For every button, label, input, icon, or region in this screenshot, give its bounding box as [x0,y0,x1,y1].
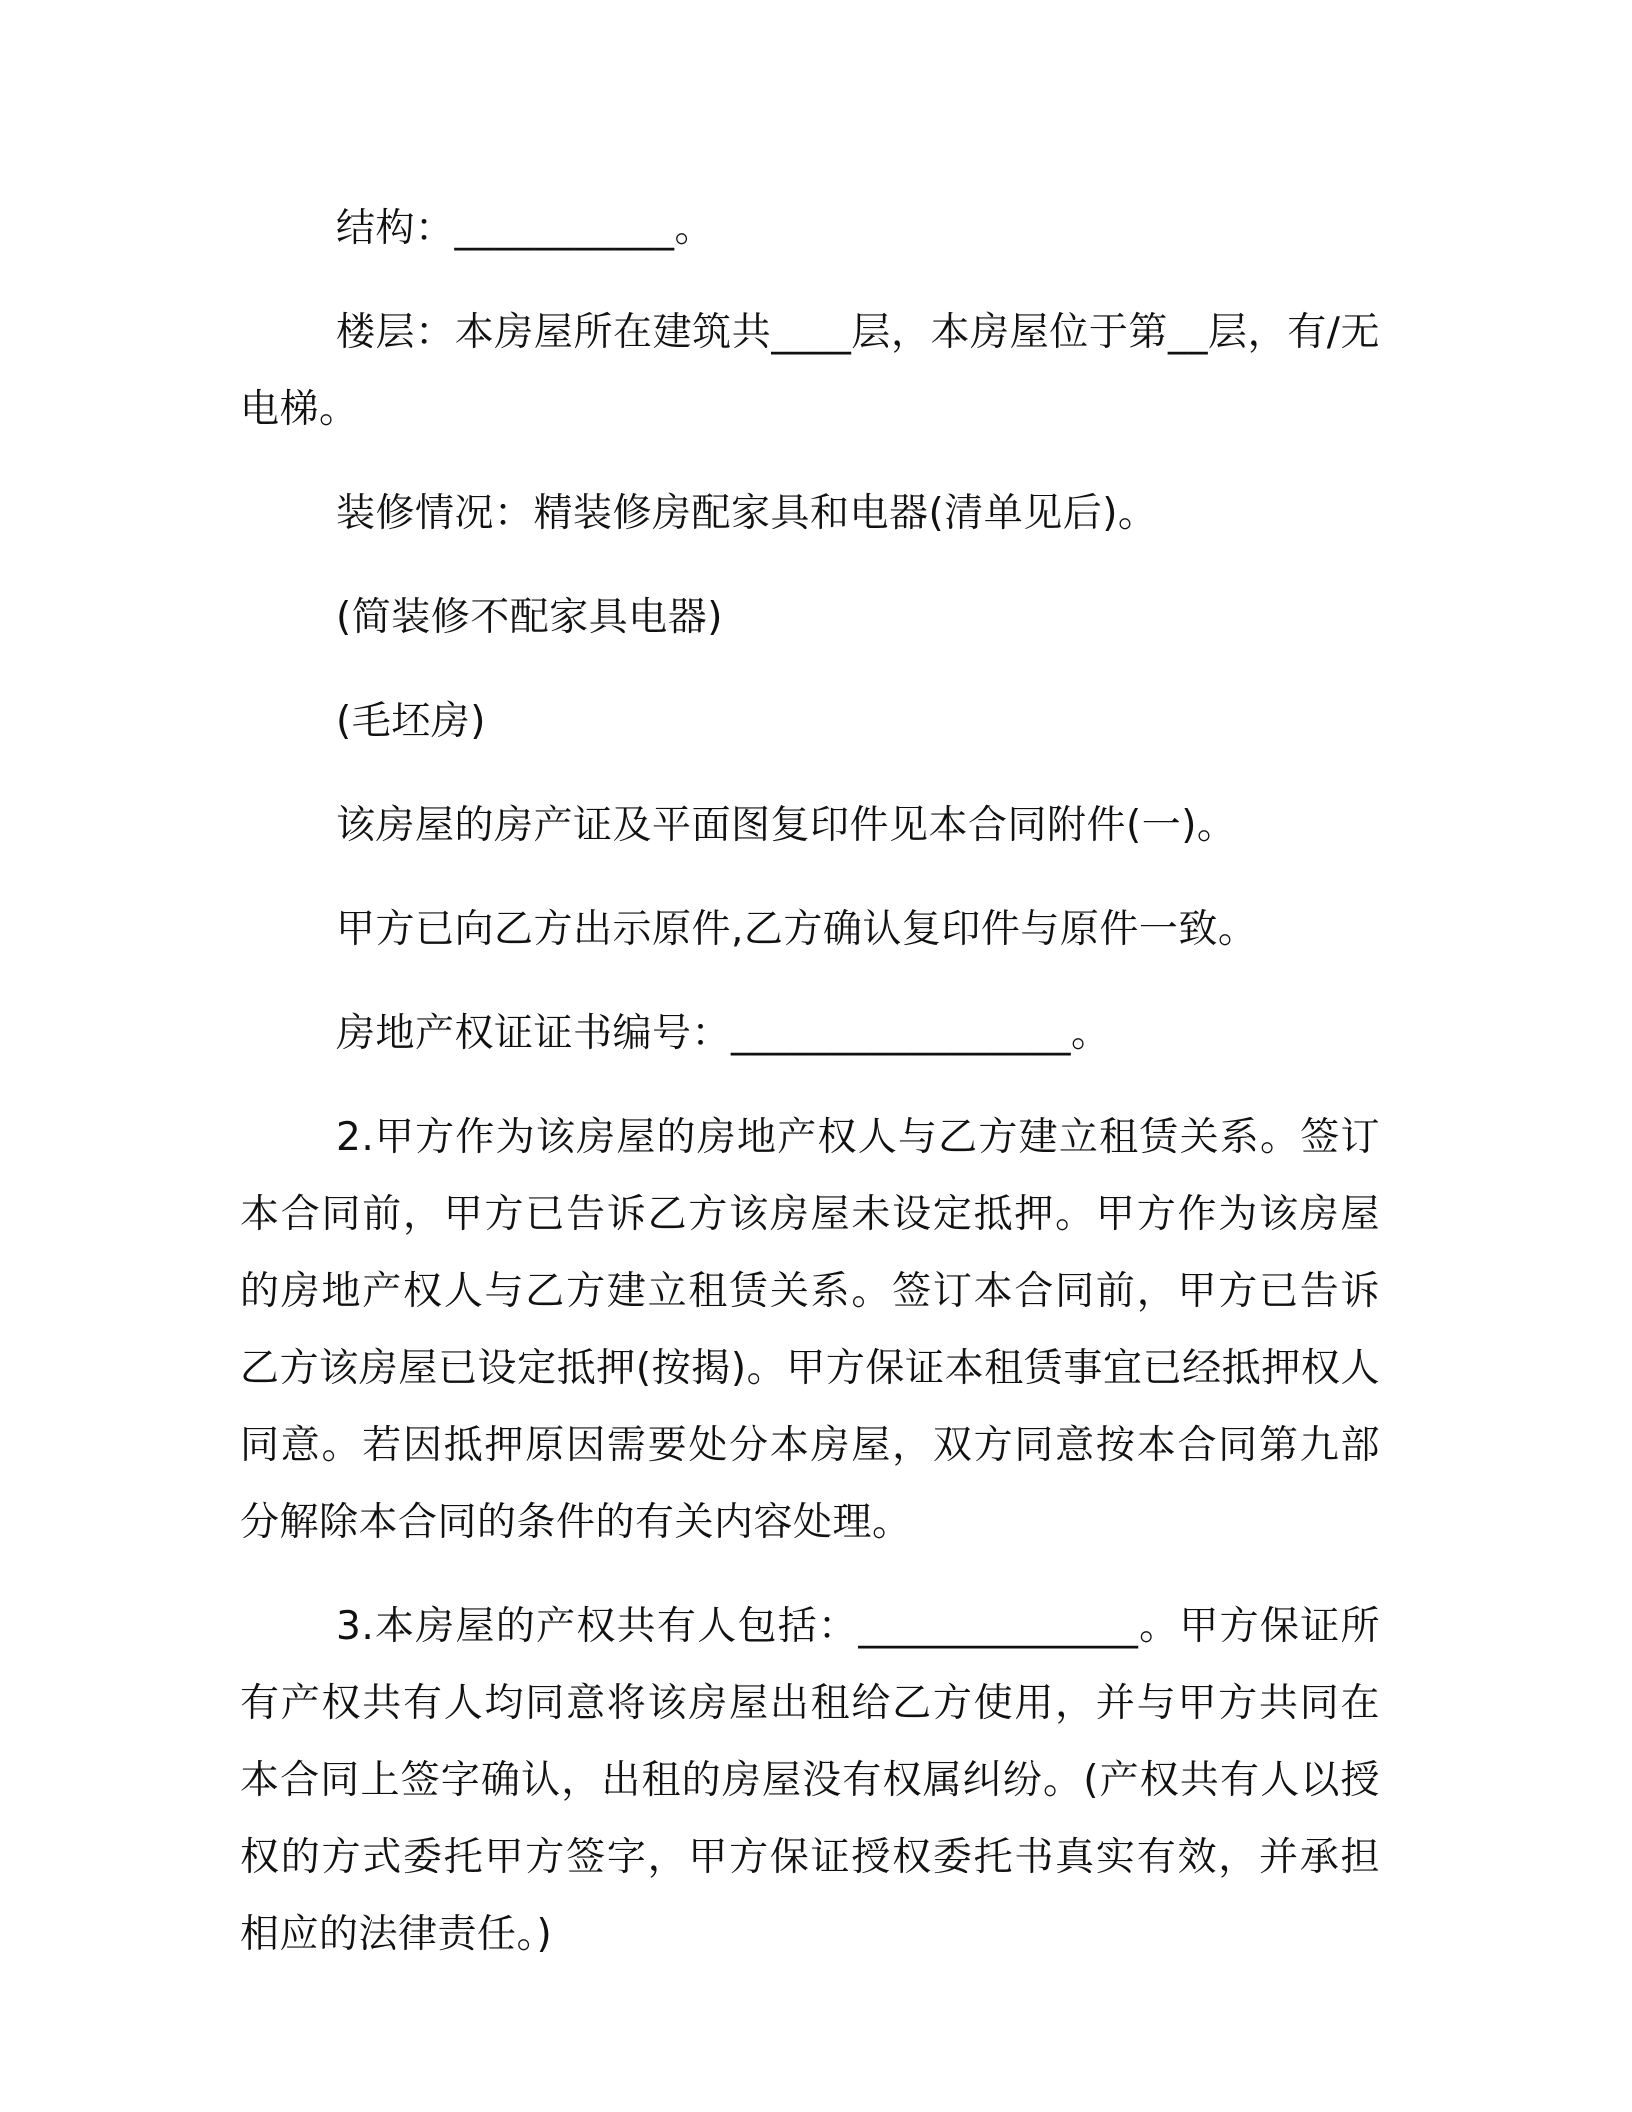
paragraph-certificate-copy: 该房屋的房产证及平面图复印件见本合同附件(一)。 [336,803,1237,848]
paragraph-rough-house: (毛坯房) [336,699,486,744]
paragraph-clause-2: 2.甲方作为该房屋的房地产权人与乙方建立租赁关系。签订本合同前，甲方已告诉乙方该房屋未设定抵押。甲方作为该房屋的房地产权人与乙方建立租赁关系。签订本合同前，甲方已告诉乙方该房屋已设定抵押(按揭)。甲方保证本租赁事宜已经抵押权人同意。若因抵押原因需要处分本房屋，双方同意按本合同第九部分解除本合同的条件的有关内容处理。 [240,1115,1380,1545]
paragraph-simple-decoration: (简装修不配家具电器) [336,595,723,640]
paragraph-clause-3: 3.本房屋的产权共有人包括：______________。甲方保证所有产权共有人均同意将该房屋出租给乙方使用，并与甲方共同在本合同上签字确认，出租的房屋没有权属纠纷。(产权共有人以授权的方式委托甲方签字，甲方保证授权委托书真实有效，并承担相应的法律责任。) [240,1604,1380,1957]
document-page [240,190,1380,2000]
paragraph-decoration: 装修情况：精装修房配家具和电器(清单见后)。 [336,491,1158,536]
paragraph-floor: 楼层：本房屋所在建筑共____层，本房屋位于第__层，有/无电梯。 [240,310,1380,432]
paragraph-original-shown: 甲方已向乙方出示原件,乙方确认复印件与原件一致。 [336,907,1258,952]
paragraph-structure: 结构：___________。 [336,206,715,251]
paragraph-certificate-number: 房地产权证证书编号：_________________。 [336,1011,1111,1056]
